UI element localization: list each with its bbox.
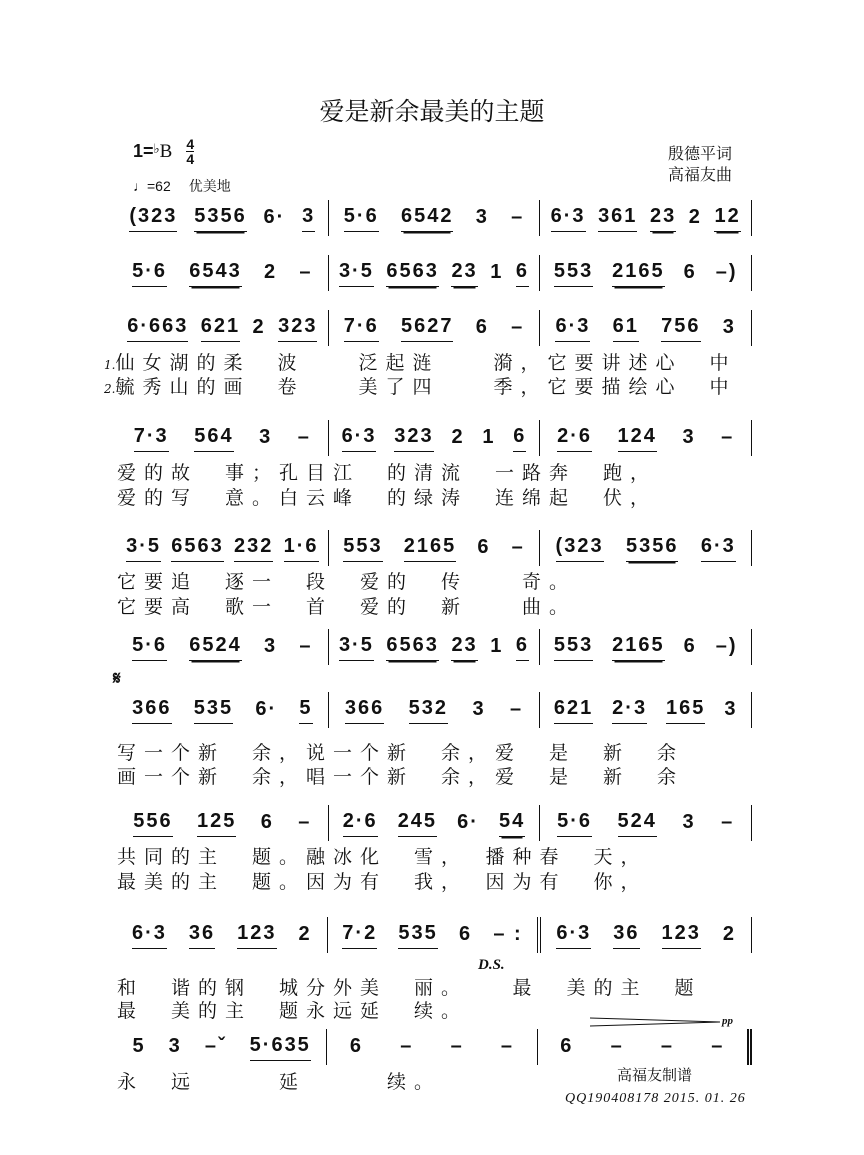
note-group: –) bbox=[715, 634, 738, 657]
note-group: – bbox=[299, 634, 313, 657]
note-group: 1 bbox=[490, 634, 504, 657]
note-group: – bbox=[511, 315, 525, 338]
measure bbox=[329, 692, 541, 728]
note-group: 61 bbox=[613, 314, 639, 342]
note-group: 3 bbox=[264, 634, 278, 657]
lyric-line bbox=[104, 376, 736, 400]
measure bbox=[540, 530, 752, 566]
note-group: 7·2 bbox=[342, 921, 377, 949]
note-group: – bbox=[610, 1034, 624, 1057]
time-top: 4 bbox=[186, 136, 195, 152]
note-group: 5·6 bbox=[344, 204, 379, 232]
note-group: 6 bbox=[516, 633, 529, 661]
note-group: 123 bbox=[662, 921, 701, 949]
tempo bbox=[133, 176, 231, 196]
lyric-line bbox=[117, 871, 648, 895]
note-group: 3 bbox=[724, 697, 738, 720]
lyric-text: 画一个新 余，唱一个新 余，爱 是 新 余 bbox=[117, 766, 685, 788]
lyric-line bbox=[117, 742, 684, 766]
measure bbox=[329, 310, 541, 346]
measure bbox=[329, 255, 541, 291]
notation-system bbox=[117, 534, 752, 564]
note-group: 6543 bbox=[189, 259, 242, 287]
measure bbox=[329, 420, 541, 456]
note-group: – bbox=[721, 810, 735, 833]
lyric-text: 毓秀山的画 卷 美了四 季，它要描绘心 中 bbox=[115, 376, 737, 398]
measure bbox=[117, 805, 329, 841]
note-group: 36 bbox=[613, 921, 639, 949]
note-group: 2165 bbox=[612, 633, 665, 661]
lyric-text: 仙女湖的柔 波 泛起涟 漪，它要讲述心 中 bbox=[115, 352, 737, 374]
notation-system bbox=[117, 1033, 752, 1063]
notation-system bbox=[117, 633, 752, 663]
note-group: 1·6 bbox=[284, 534, 319, 562]
lyric-line bbox=[117, 977, 702, 1001]
measure bbox=[117, 917, 328, 953]
note-group: 2 bbox=[298, 922, 312, 945]
note-group: 5 bbox=[299, 696, 312, 724]
lyric-text: 共同的主 题。融冰化 雪， 播种春 天， bbox=[117, 846, 648, 868]
note-group: 125 bbox=[197, 809, 236, 837]
note-group: 3 bbox=[682, 425, 696, 448]
lyric-text: 和 谐的钢 城分外美 丽。 最 美的主 题 bbox=[117, 977, 702, 999]
note-group: 7·6 bbox=[344, 314, 379, 342]
note-group: 6 bbox=[560, 1034, 574, 1057]
note-group: – : bbox=[493, 922, 523, 945]
note-group: – bbox=[660, 1034, 675, 1057]
note-group: 6 bbox=[516, 259, 529, 287]
note-group: 3 bbox=[472, 697, 486, 720]
measure bbox=[540, 805, 752, 841]
note-group: 553 bbox=[343, 534, 382, 562]
flat-sign: ♭ bbox=[153, 140, 160, 156]
measure bbox=[117, 200, 329, 236]
note-group: 564 bbox=[194, 424, 233, 452]
notation-system bbox=[117, 314, 752, 344]
note-group: 2 bbox=[451, 425, 465, 448]
note-group: 5627 bbox=[401, 314, 454, 342]
note-group: 621 bbox=[201, 314, 240, 342]
note-group: 2 bbox=[264, 260, 278, 283]
note-group: 2·6 bbox=[343, 809, 378, 837]
note-group: 5·6 bbox=[557, 809, 592, 837]
note-group: 6563 bbox=[386, 259, 439, 287]
note-group: 524 bbox=[618, 809, 657, 837]
lyric-line bbox=[117, 766, 684, 790]
note-group: 165 bbox=[666, 696, 705, 724]
note-group: 6·3 bbox=[555, 314, 590, 342]
note-group: 3·5 bbox=[339, 259, 374, 287]
note-group: 6· bbox=[255, 697, 278, 720]
note-group: 553 bbox=[554, 259, 593, 287]
lyric-text: 最 美的主 题永远延 续。 bbox=[117, 1000, 469, 1022]
note-group: 6563 bbox=[386, 633, 439, 661]
note-group: 366 bbox=[132, 696, 171, 724]
note-group: 1 bbox=[482, 425, 496, 448]
note-group: – bbox=[509, 697, 524, 720]
expression: 优美地 bbox=[188, 178, 231, 194]
note-group: 3 bbox=[168, 1034, 182, 1057]
tempo-mark: ♩=62 bbox=[133, 178, 171, 194]
measure bbox=[541, 917, 752, 953]
note-group: 6 bbox=[683, 634, 697, 657]
note-group: 5·635 bbox=[250, 1033, 311, 1061]
note-group: 3·5 bbox=[339, 633, 374, 661]
note-group: – bbox=[500, 1034, 515, 1057]
note-group: 361 bbox=[598, 204, 637, 232]
measure bbox=[117, 530, 329, 566]
note-group: 6 bbox=[513, 424, 526, 452]
note-group: –) bbox=[715, 260, 738, 283]
measure bbox=[540, 255, 752, 291]
lyric-text: 爱的故 事；孔目江 的清流 一路奔 跑， bbox=[117, 462, 658, 484]
note-group: 23 bbox=[650, 204, 676, 232]
note-group: 3 bbox=[682, 810, 696, 833]
lyric-text: 它要高 歌一 首 爱的 新 曲。 bbox=[117, 596, 577, 618]
measure bbox=[329, 530, 541, 566]
notation-system bbox=[117, 204, 752, 234]
contact-date: QQ190408178 2015. 01. 26 bbox=[565, 1091, 746, 1106]
note-group: 6 bbox=[683, 260, 697, 283]
note-group: 6· bbox=[263, 205, 286, 228]
measure bbox=[540, 420, 752, 456]
note-group: 123 bbox=[237, 921, 276, 949]
lyric-text: 它要追 逐一 段 爱的 传 奇。 bbox=[117, 571, 577, 593]
note-group: 756 bbox=[661, 314, 700, 342]
note-group: 124 bbox=[618, 424, 657, 452]
note-group: 6·3 bbox=[556, 921, 591, 949]
authors bbox=[668, 143, 732, 185]
note-group: 6 bbox=[477, 535, 491, 558]
note-group: – bbox=[400, 1034, 414, 1057]
note-group: 6563 bbox=[171, 534, 224, 562]
note-group: 5356 bbox=[626, 534, 679, 562]
note-group: 5 bbox=[132, 1034, 146, 1057]
note-group: – bbox=[298, 810, 312, 833]
key-note: B bbox=[159, 140, 173, 162]
time-signature bbox=[186, 137, 194, 166]
key-signature bbox=[133, 137, 194, 166]
measure bbox=[117, 692, 329, 728]
note-group: 6 bbox=[349, 1034, 364, 1057]
note-group: 3 bbox=[302, 204, 315, 232]
measure bbox=[538, 1029, 752, 1065]
note-group: – bbox=[711, 1034, 725, 1057]
measure bbox=[117, 255, 329, 291]
note-group: 23 bbox=[451, 259, 477, 287]
note-group: 5·6 bbox=[132, 633, 167, 661]
note-group: –ˇ bbox=[204, 1034, 227, 1057]
note-group: (323 bbox=[556, 534, 604, 562]
measure bbox=[117, 629, 329, 665]
measure bbox=[329, 629, 541, 665]
decrescendo-hairpin bbox=[590, 1017, 720, 1027]
note-group: 1 bbox=[490, 260, 504, 283]
verse-number: 2. bbox=[104, 382, 116, 396]
note-group: 6·663 bbox=[127, 314, 188, 342]
measure bbox=[327, 1029, 537, 1065]
measure bbox=[328, 917, 542, 953]
note-group: 553 bbox=[554, 633, 593, 661]
measure bbox=[540, 629, 752, 665]
notation-system bbox=[117, 424, 752, 454]
composer: 高福友曲 bbox=[668, 165, 733, 184]
lyric-line bbox=[117, 571, 576, 595]
note-group: 2165 bbox=[404, 534, 457, 562]
note-group: 535 bbox=[398, 921, 437, 949]
note-group: – bbox=[511, 205, 525, 228]
song-title: 爱是新余最美的主题 bbox=[319, 97, 545, 126]
lyricist: 殷德平词 bbox=[668, 144, 733, 163]
note-group: 36 bbox=[189, 921, 215, 949]
note-group: 3 bbox=[722, 315, 736, 338]
note-group: 535 bbox=[194, 696, 233, 724]
note-group: 621 bbox=[554, 696, 593, 724]
note-group: 6 bbox=[459, 922, 473, 945]
note-group: 245 bbox=[398, 809, 437, 837]
measure bbox=[117, 1029, 327, 1065]
note-group: – bbox=[297, 425, 311, 448]
measure bbox=[540, 200, 752, 236]
lyric-text: 永 远 延 续。 bbox=[117, 1071, 442, 1093]
lyric-line bbox=[117, 1000, 468, 1024]
note-group: 6· bbox=[457, 810, 479, 833]
lyric-line bbox=[104, 352, 736, 376]
note-group: 54 bbox=[499, 809, 525, 837]
segno-sign: 𝄋 bbox=[113, 668, 121, 689]
note-group: 12 bbox=[714, 204, 740, 232]
note-group: 2·3 bbox=[612, 696, 647, 724]
lyric-line bbox=[117, 596, 576, 620]
note-group: 6·3 bbox=[132, 921, 167, 949]
lyric-text: 最美的主 题。因为有 我， 因为有 你， bbox=[117, 871, 648, 893]
notation-system bbox=[117, 921, 752, 951]
verse-number: 1. bbox=[104, 358, 116, 372]
lyric-line bbox=[117, 462, 657, 486]
lyric-line bbox=[117, 846, 648, 870]
note-group: 6524 bbox=[189, 633, 242, 661]
measure bbox=[329, 805, 541, 841]
note-group: 232 bbox=[234, 534, 273, 562]
lyric-line bbox=[117, 1071, 441, 1095]
key-label bbox=[133, 141, 172, 163]
note-group: 5·6 bbox=[132, 259, 167, 287]
measure bbox=[540, 692, 752, 728]
note-group: 7·3 bbox=[134, 424, 169, 452]
note-group: 3·5 bbox=[126, 534, 161, 562]
note-group: 2 bbox=[688, 205, 702, 228]
notation-system bbox=[117, 696, 752, 726]
time-bottom: 4 bbox=[186, 151, 195, 167]
notation-system bbox=[117, 259, 752, 289]
measure bbox=[117, 420, 329, 456]
note-group: – bbox=[511, 535, 525, 558]
lyric-text: 爱的写 意。白云峰 的绿涛 连绵起 伏， bbox=[117, 487, 658, 509]
note-group: 2 bbox=[722, 922, 736, 945]
note-group: 323 bbox=[278, 314, 317, 342]
measure bbox=[117, 310, 329, 346]
note-group: 6 bbox=[260, 810, 274, 833]
measure bbox=[540, 310, 752, 346]
note-group: 5356 bbox=[194, 204, 247, 232]
note-group: 6·3 bbox=[551, 204, 586, 232]
notation-system bbox=[117, 809, 752, 839]
note-group: – bbox=[299, 260, 313, 283]
note-group: 6·3 bbox=[701, 534, 736, 562]
note-group: 2165 bbox=[612, 259, 665, 287]
dynamic-pp: pp bbox=[722, 1015, 733, 1027]
note-group: 366 bbox=[345, 696, 384, 724]
note-group: – bbox=[721, 425, 735, 448]
note-group: 3 bbox=[259, 425, 273, 448]
key-tonic: 1= bbox=[133, 140, 154, 161]
transcriber-credit: 高福友制谱 bbox=[617, 1066, 693, 1084]
note-group: – bbox=[450, 1034, 464, 1057]
note-group: 556 bbox=[133, 809, 172, 837]
note-group: 2·6 bbox=[557, 424, 592, 452]
note-group: 323 bbox=[394, 424, 433, 452]
note-group: (323 bbox=[129, 204, 177, 232]
note-group: 2 bbox=[252, 315, 266, 338]
note-group: 6 bbox=[475, 315, 489, 338]
note-group: 23 bbox=[451, 633, 477, 661]
note-group: 6·3 bbox=[342, 424, 377, 452]
measure bbox=[329, 200, 541, 236]
lyric-text: 写一个新 余，说一个新 余，爱 是 新 余 bbox=[117, 742, 685, 764]
note-group: 6542 bbox=[401, 204, 454, 232]
lyric-line bbox=[117, 487, 657, 511]
dal-segno: D.S. bbox=[478, 957, 505, 973]
note-group: 532 bbox=[409, 696, 448, 724]
note-group: 3 bbox=[475, 205, 489, 228]
